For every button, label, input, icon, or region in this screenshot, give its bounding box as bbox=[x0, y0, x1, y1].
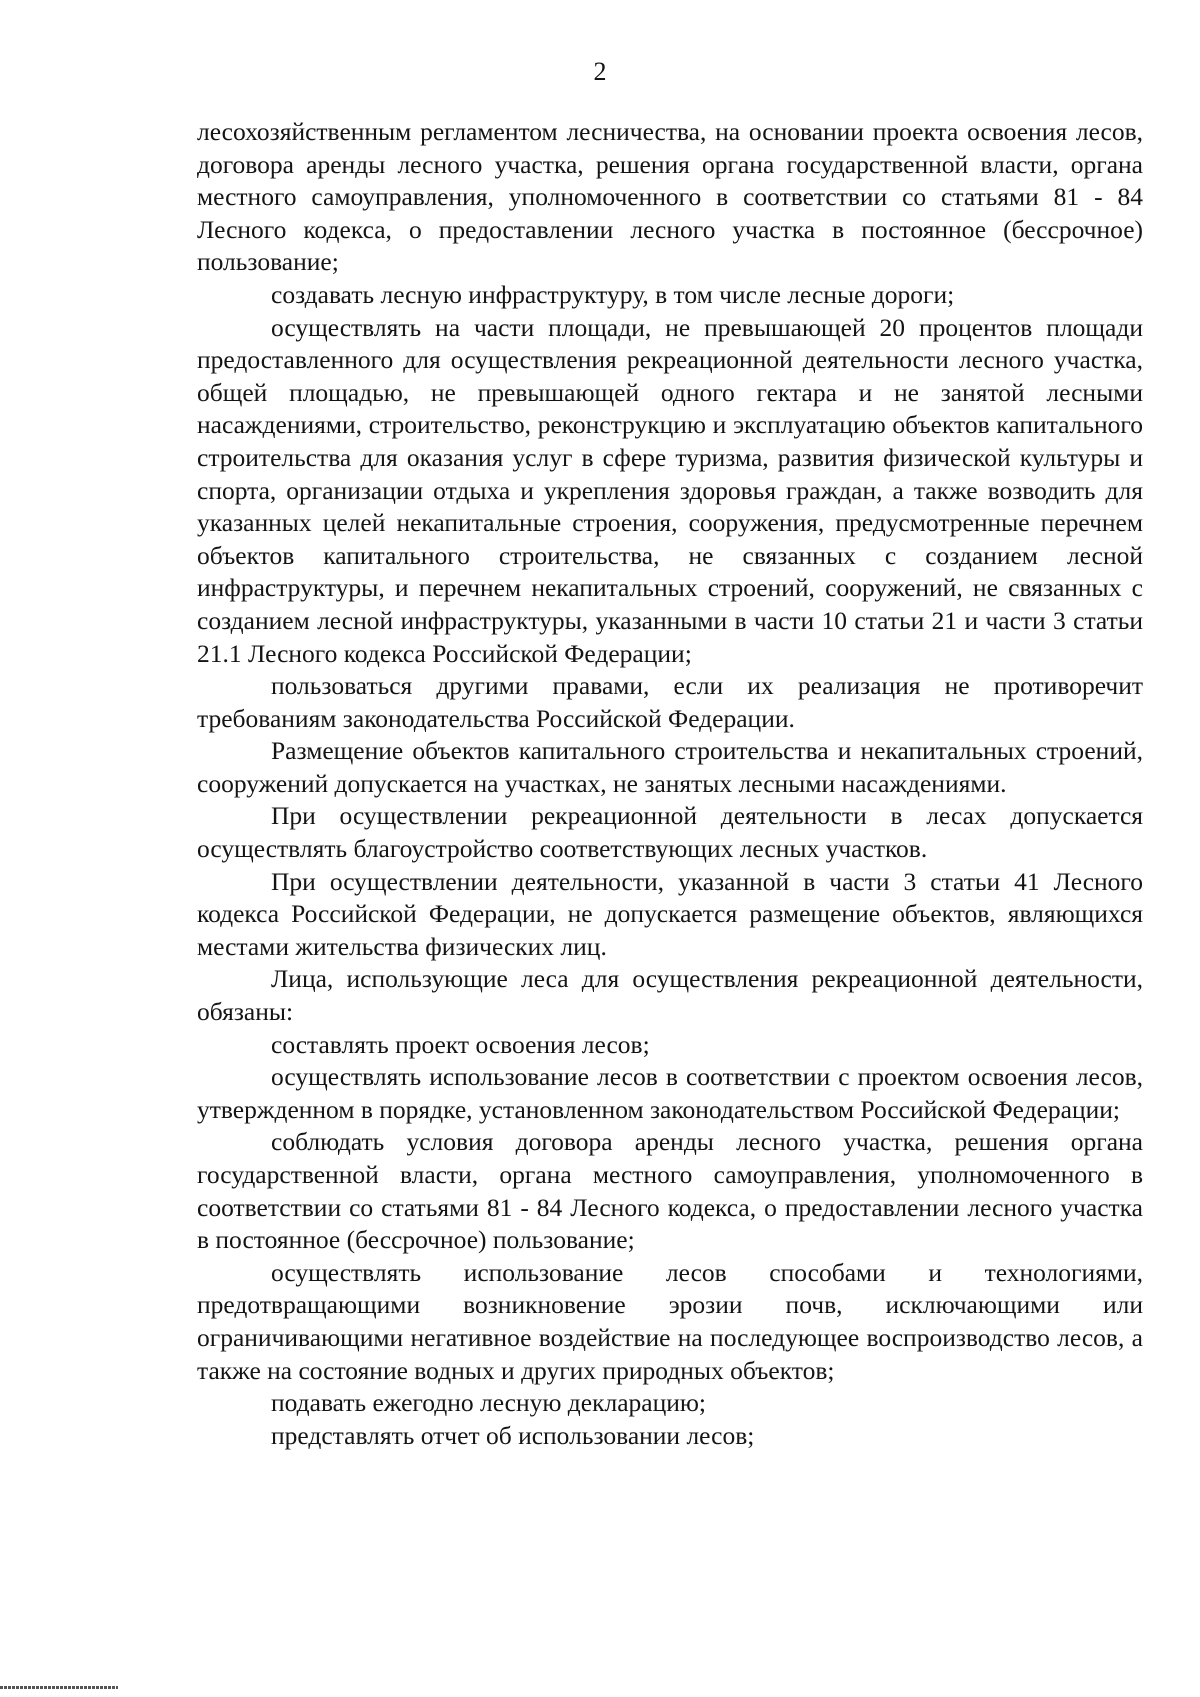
paragraph-other-rights: пользоваться другими правами, если их реализация не противоречит требованиям законодательства Российской Федерации. bbox=[197, 671, 1143, 733]
document-body bbox=[197, 116, 1143, 1452]
paragraph-obligation-contract: соблюдать условия договора аренды лесного участка, решения органа государственной власти, органа местного самоуправления, уполномоченного в соответствии со статьями 81 - 84 Лесного кодекса, о предоставлении лесного участка в постоянное (бессрочное) пользование; bbox=[197, 1127, 1143, 1255]
paragraph-forest-infrastructure: создавать лесную инфраструктуру, в том числе лесные дороги; bbox=[271, 279, 955, 309]
paragraph-obligation-project: составлять проект освоения лесов; bbox=[271, 1029, 650, 1059]
paragraph-obligation-methods: осуществлять использование лесов способами и технологиями, предотвращающими возникновение эрозии почв, исключающими или ограничивающими негативное воздействие на последующее воспроизводство лесов, а также на состояние водных и других природных объектов; bbox=[197, 1257, 1143, 1385]
paragraph-obligation-declaration: подавать ежегодно лесную декларацию; bbox=[271, 1388, 707, 1418]
scan-edge-mark bbox=[0, 1686, 118, 1689]
paragraph-obligations-intro: Лица, использующие леса для осуществления рекреационной деятельности, обязаны: bbox=[197, 964, 1143, 1027]
paragraph-residence-prohibition: При осуществлении деятельности, указанной в части 3 статьи 41 Лесного кодекса Российской Федерации, не допускается размещение объектов, являющихся местами жительства физических лиц. bbox=[197, 866, 1143, 961]
paragraph-placement: Размещение объектов капитального строительства и некапитальных строений, сооружений допускается на участках, не занятых лесными насаждениями. bbox=[197, 736, 1143, 798]
paragraph-construction-rights: осуществлять на части площади, не превышающей 20 процентов площади предоставленного для осуществления рекреационной деятельности лесного участка, общей площадью, не превышающей одного гектара и не занятой лесными насаждениями, строительство, реконструкцию и эксплуатацию объектов капитального строительства для оказания услуг в сфере туризма, развития физической культуры и спорта, организации отдыха и укрепления здоровья граждан, а также возводить для указанных целей некапитальные строения, сооружения, предусмотренные перечнем объектов капитального строительства, не связанных с созданием лесной инфраструктуры, и перечнем некапитальных строений, сооружений, не связанных с созданием лесной инфраструктуры, указанными в части 10 статьи 21 и части 3 статьи 21.1 Лесного кодекса Российской Федерации; bbox=[197, 312, 1143, 668]
page-number: 2 bbox=[593, 57, 607, 86]
paragraph-obligation-use: осуществлять использование лесов в соответствии с проектом освоения лесов, утвержденном в порядке, установленном законодательством Российской Федерации; bbox=[197, 1062, 1143, 1124]
paragraph-landscaping: При осуществлении рекреационной деятельности в лесах допускается осуществлять благоустройство соответствующих лесных участков. bbox=[197, 801, 1143, 864]
paragraph-continued: лесохозяйственным регламентом лесничества, на основании проекта освоения лесов, договора аренды лесного участка, решения органа государственной власти, органа местного самоуправления, уполномоченного в соответствии со статьями 81 - 84 Лесного кодекса, о предоставлении лесного участка в постоянное (бессрочное) пользование; bbox=[197, 117, 1143, 277]
paragraph-obligation-report: представлять отчет об использовании лесов; bbox=[271, 1420, 755, 1450]
